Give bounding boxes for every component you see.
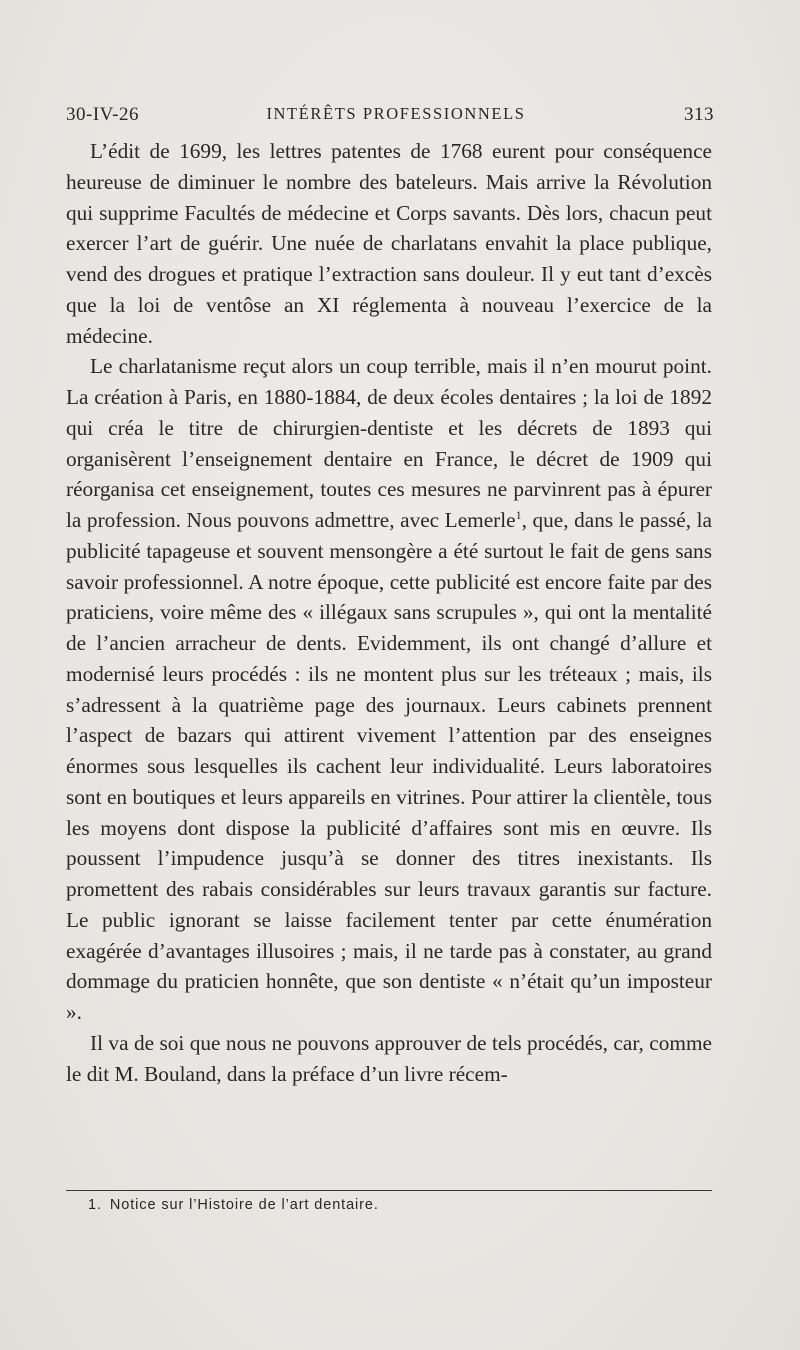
footnote-divider — [66, 1190, 712, 1191]
running-header — [66, 104, 714, 128]
paragraph-2-part-1: Le charlatanisme reçut alors un coup terrible, mais il n’en mourut point. La création à Paris, en 1880-1884, de deux écoles dentaires ; la loi de 1892 qui créa le titre de chirurgien-dentiste et les décrets de 1893 qui organisèrent l’enseignement dentaire en France, le décret de 1909 qui réorganisa cet enseignement, toutes ces mesures ne parvinrent pas à épurer la profession. Nous pouvons admettre, avec Lemerle — [66, 354, 712, 532]
paragraph-3: Il va de soi que nous ne pouvons approuver de tels procédés, car, comme le dit M. Bouland, dans la préface d’un livre récem- — [66, 1030, 712, 1086]
footnote-number: 1. — [88, 1197, 102, 1213]
paragraph-1: L’édit de 1699, les lettres patentes de 1768 eurent pour conséquence heureuse de diminuer le nombre des bateleurs. Mais arrive la Révolution qui supprime Facultés de médecine et Corps savants. Dès lors, chacun peut exercer l’art de guérir. Une nuée de charlatans envahit la place publique, vend des drogues et pratique l’extraction sans douleur. Il y eut tant d’excès que la loi de ventôse an XI réglementa à nouveau l’exercice de la médecine. — [66, 139, 712, 348]
header-title: INTÉRÊTS PROFESSIONNELS — [266, 104, 526, 123]
footnote-reference: 1 — [515, 507, 522, 522]
paragraph-2 — [66, 351, 712, 1028]
footnote-text: Notice sur l’Histoire de l’art dentaire. — [109, 1197, 379, 1213]
main-text — [66, 136, 712, 1089]
footnote — [88, 1197, 379, 1213]
page-number: 313 — [684, 104, 714, 125]
paragraph-2-part-2: , que, dans le passé, la publicité tapageuse et souvent mensongère a été surtout le fait de gens sans savoir professionnel. A notre époque, cette publicité est encore faite par des praticiens, voire même des « illégaux sans scrupules », qui ont la mentalité de l’ancien arracheur de dents. Evidemment, ils ont changé d’allure et modernisé leurs procédés : ils ne montent plus sur les tréteaux ; mais, ils s’adressent à la quatrième page des journaux. Leurs cabinets prennent l’aspect de bazars qui attirent vivement l’attention par des enseignes énormes sous lesquelles ils cachent leur individualité. Leurs laboratoires sont en boutiques et leurs appareils en vitrines. Pour attirer la clientèle, tous les moyens dont dispose la publicité d’affaires sont mis en œuvre. Ils poussent l’impudence jusqu’à se donner des titres inexistants. Ils promettent des rabais considérables sur leurs travaux garantis sur facture. Le public ignorant se laisse facilement tenter par cette énumération exagérée d’avantages illusoires ; mais, il ne tarde pas à constater, au grand dommage du praticien honnête, que son dentiste « n’était qu’un imposteur ». — [66, 508, 712, 1024]
header-date: 30-IV-26 — [66, 104, 139, 125]
